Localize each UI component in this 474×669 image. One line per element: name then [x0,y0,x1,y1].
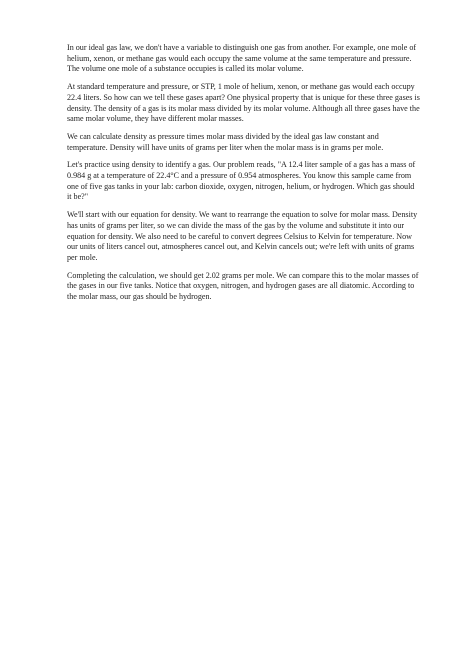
paragraph-rearrange-equation: We'll start with our equation for density. We want to rearrange the equation to solve for molar mass. Density has units of grams per liter, so we can divide the mass of the gas by the volume and substitute it into our equation for density. We also need to be careful to convert degrees Celsius to Kelvin for temperature. Now our units of liters cancel out, atmospheres cancel out, and Kelvin cancels out; we're left with units of grams per mole. [67,210,418,262]
paragraph-molar-volume: In our ideal gas law, we don't have a variable to distinguish one gas from another. For example, one mole of helium, xenon, or methane gas would each occupy the same volume at the same temperature and pressure. The volume one mole of a substance occupies is called its molar volume. [67,43,417,74]
paragraph-conclusion: Completing the calculation, we should get 2.02 grams per mole. We can compare this to the molar masses of the gases in our five tanks. Notice that oxygen, nitrogen, and hydrogen gases are all diatomic. According to the molar mass, our gas should be hydrogen. [67,270,419,302]
document-body [67,43,420,310]
paragraph-stp-density: At standard temperature and pressure, or STP, 1 mole of helium, xenon, or methane gas would each occupy 22.4 liters. So how can we tell these gases apart? One physical property that is unique for these three gases is density. The density of a gas is its molar mass divided by its molar volume. Although all three gases have the same molar volume, they have different molar masses. [67,82,420,124]
paragraph-density-formula: We can calculate density as pressure times molar mass divided by the ideal gas law constant and temperature. Density will have units of grams per liter when the molar mass is in grams per mole. [67,131,384,152]
paragraph-practice-problem: Let's practice using density to identify a gas. Our problem reads, "A 12.4 liter sample of a gas has a mass of 0.984 g at a temperature of 22.4°C and a pressure of 0.954 atmospheres. You know this sample came from one of five gas tanks in your lab: carbon dioxide, oxygen, nitrogen, helium, or hydrogen. Which gas should it be?" [67,160,416,202]
